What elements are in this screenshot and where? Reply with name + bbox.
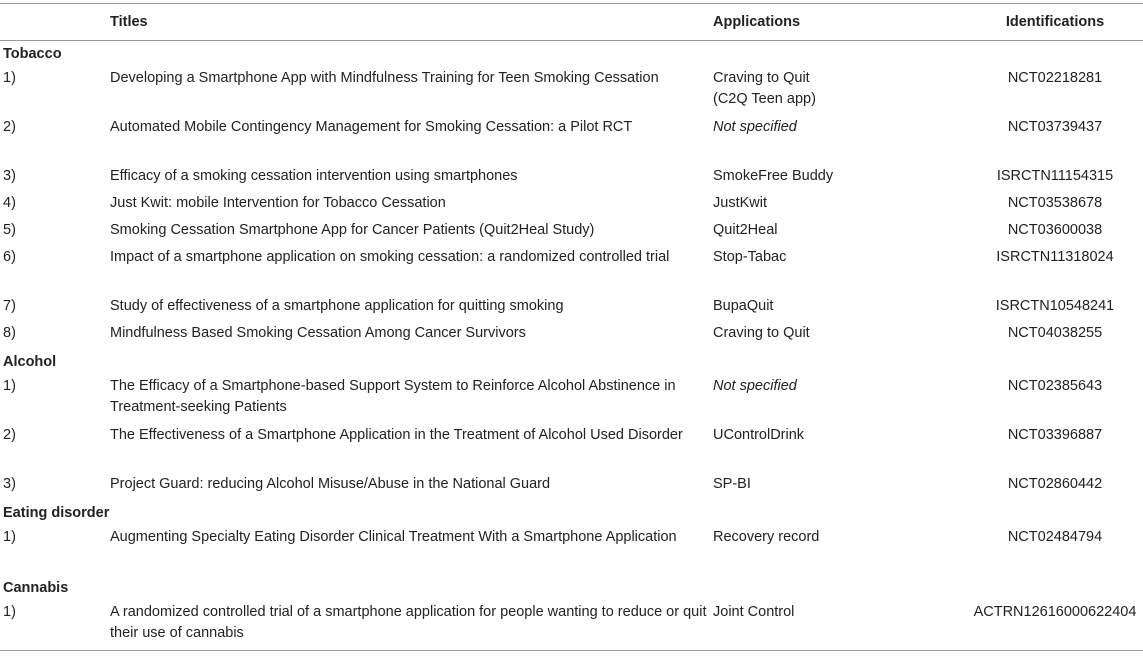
row-number: 6)	[3, 249, 16, 265]
group-label: Alcohol	[3, 353, 57, 370]
row-application: UControlDrink	[713, 427, 805, 443]
row-application: JustKwit	[713, 195, 767, 211]
row-identification: NCT04038255	[1007, 325, 1103, 341]
row-identification: NCT03600038	[1007, 222, 1103, 238]
row-application: Craving to Quit (C2Q Teen app)	[713, 70, 816, 107]
row-identification: NCT03396887	[1007, 427, 1103, 443]
row-number: 1)	[0, 601, 110, 651]
table-row	[0, 601, 1143, 651]
row-identification: ISRCTN11318024	[996, 249, 1114, 265]
table-row	[0, 295, 1143, 322]
header-row	[0, 4, 1143, 41]
group-row	[0, 349, 1143, 375]
group-row	[0, 575, 1143, 601]
row-number: 5)	[3, 222, 16, 238]
table-row	[0, 67, 1143, 116]
row-application: Not specified	[713, 378, 797, 394]
row-identification: NCT02385643	[1007, 378, 1103, 394]
row-number: 3)	[3, 476, 16, 492]
table-row	[0, 116, 1143, 165]
studies-table	[0, 3, 1143, 651]
row-number: 7)	[3, 298, 16, 314]
row-title: Automated Mobile Contingency Management for Smoking Cessation: a Pilot RCT	[110, 119, 633, 135]
table-row	[0, 192, 1143, 219]
row-identification: ISRCTN11154315	[996, 168, 1114, 184]
row-application: SmokeFree Buddy	[713, 168, 834, 184]
table-row	[0, 424, 1143, 473]
row-identification: NCT03538678	[1007, 195, 1103, 211]
row-title: Smoking Cessation Smartphone App for Cancer Patients (Quit2Heal Study)	[110, 222, 595, 238]
table-row	[0, 473, 1143, 500]
row-title: A randomized controlled trial of a smartphone application for people wanting to reduce or quit their use of cannabis	[110, 601, 713, 651]
row-identification: NCT02860442	[1007, 476, 1103, 492]
group-row	[0, 500, 1143, 526]
row-number: 1)	[3, 70, 16, 86]
row-number: 1)	[3, 378, 16, 394]
row-number: 8)	[3, 325, 16, 341]
row-identification: NCT03739437	[1007, 119, 1103, 135]
row-application: BupaQuit	[713, 298, 774, 314]
row-application: Recovery record	[713, 529, 820, 545]
header-identifications: Identifications	[967, 4, 1143, 41]
row-title: Project Guard: reducing Alcohol Misuse/Abuse in the National Guard	[110, 476, 551, 492]
row-identification: NCT02484794	[1007, 529, 1103, 545]
row-application: Joint Control	[713, 601, 967, 651]
row-title: Just Kwit: mobile Intervention for Tobacco Cessation	[110, 195, 446, 211]
row-number: 3)	[3, 168, 16, 184]
table-row	[0, 322, 1143, 349]
row-title: The Efficacy of a Smartphone-based Support System to Reinforce Alcohol Abstinence in Treatment-seeking Patients	[110, 378, 676, 415]
group-row	[0, 41, 1143, 68]
row-title: Augmenting Specialty Eating Disorder Clinical Treatment With a Smartphone Application	[110, 529, 677, 545]
row-application: Craving to Quit	[713, 325, 810, 341]
row-identification: ACTRN12616000622404	[967, 601, 1143, 651]
table-row	[0, 165, 1143, 192]
row-application: SP-BI	[713, 476, 751, 492]
group-label: Eating disorder	[3, 504, 110, 521]
table-body	[0, 41, 1143, 651]
row-title: Mindfulness Based Smoking Cessation Among Cancer Survivors	[110, 325, 526, 341]
row-number: 2)	[3, 119, 16, 135]
row-identification: ISRCTN10548241	[995, 298, 1115, 314]
row-application: Stop-Tabac	[713, 249, 787, 265]
row-number: 1)	[3, 529, 16, 545]
header-applications: Applications	[713, 4, 967, 41]
row-application: Quit2Heal	[713, 222, 778, 238]
header-spacer	[0, 4, 110, 41]
table-row	[0, 246, 1143, 295]
table-row	[0, 375, 1143, 424]
row-title: Impact of a smartphone application on smoking cessation: a randomized controlled trial	[110, 249, 670, 265]
row-number: 2)	[3, 427, 16, 443]
group-label: Tobacco	[3, 45, 62, 62]
row-number: 4)	[3, 195, 16, 211]
row-title: The Effectiveness of a Smartphone Application in the Treatment of Alcohol Used Disorder	[110, 427, 683, 443]
row-title: Developing a Smartphone App with Mindfulness Training for Teen Smoking Cessation	[110, 70, 659, 86]
row-application: Not specified	[713, 119, 797, 135]
table-row	[0, 526, 1143, 575]
row-title: Study of effectiveness of a smartphone application for quitting smoking	[110, 298, 564, 314]
group-label: Cannabis	[3, 579, 69, 596]
header-titles: Titles	[110, 4, 713, 41]
row-identification: NCT02218281	[1007, 70, 1103, 86]
table-row	[0, 219, 1143, 246]
row-title: Efficacy of a smoking cessation intervention using smartphones	[110, 168, 518, 184]
